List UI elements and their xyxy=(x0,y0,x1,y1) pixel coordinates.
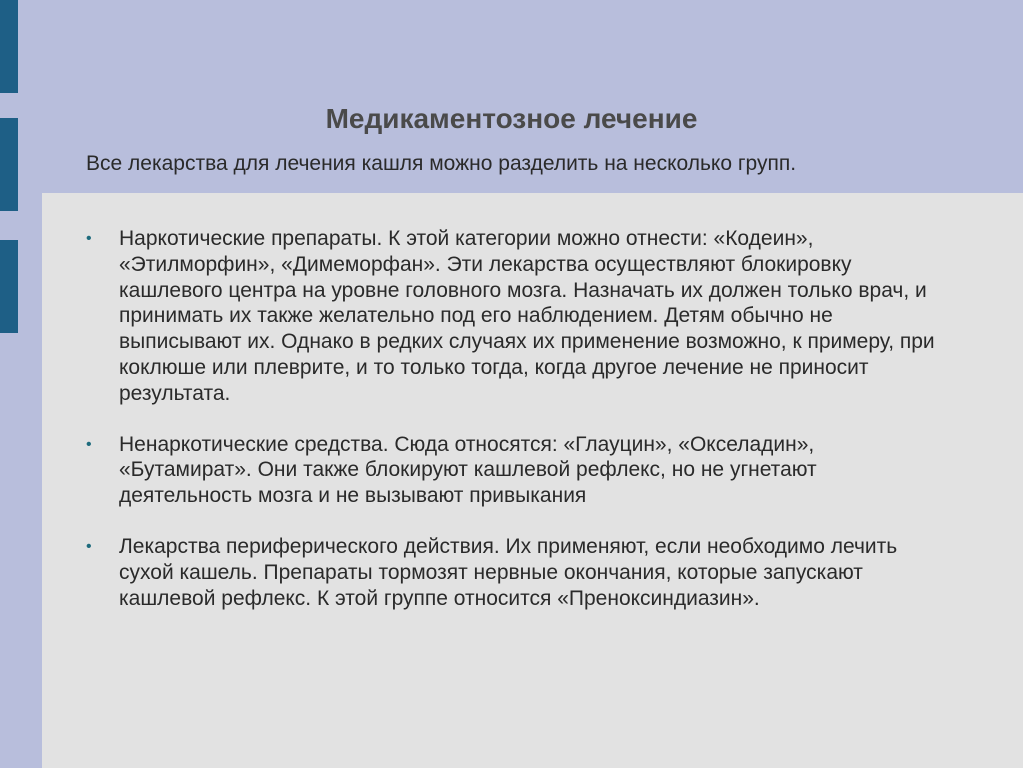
bullet-list xyxy=(86,226,946,636)
bullet-icon: • xyxy=(86,537,92,555)
accent-bar-top xyxy=(0,0,18,93)
bullet-icon: • xyxy=(86,435,92,453)
list-item xyxy=(86,226,946,407)
slide-subtitle: Все лекарства для лечения кашля можно разделить на несколько групп. xyxy=(86,152,797,175)
bullet-text: Ненаркотические средства. Сюда относятся: «Глауцин», «Окселадин», «Бутамират». Они также блокируют кашлевой рефлекс, но не угнетают деятельность мозга и не вызывают привыкания xyxy=(119,432,817,508)
bullet-text: Лекарства периферического действия. Их применяют, если необходимо лечить сухой кашель. Препараты тормозят нервные окончания, которые запускают кашлевой рефлекс. К этой группе относится «Преноксиндиазин». xyxy=(119,534,898,610)
bullet-text: Наркотические препараты. К этой категории можно отнести: «Кодеин», «Этилморфин», «Димеморфан». Эти лекарства осуществляют блокировку кашлевого центра на уровне головного мозга. Назначать их должен только врач, и принимать их также желательно под его наблюдением. Детям обычно не выписывают их. Однако в редких случаях их применение возможно, к примеру, при коклюше или плеврите, и то только тогда, когда другое лечение не приносит результата. xyxy=(119,227,935,405)
bullet-icon: • xyxy=(86,230,92,247)
accent-bar-bottom xyxy=(0,240,18,333)
list-item xyxy=(86,432,946,509)
list-item xyxy=(86,534,946,611)
slide-title: Медикаментозное лечение xyxy=(325,103,698,134)
